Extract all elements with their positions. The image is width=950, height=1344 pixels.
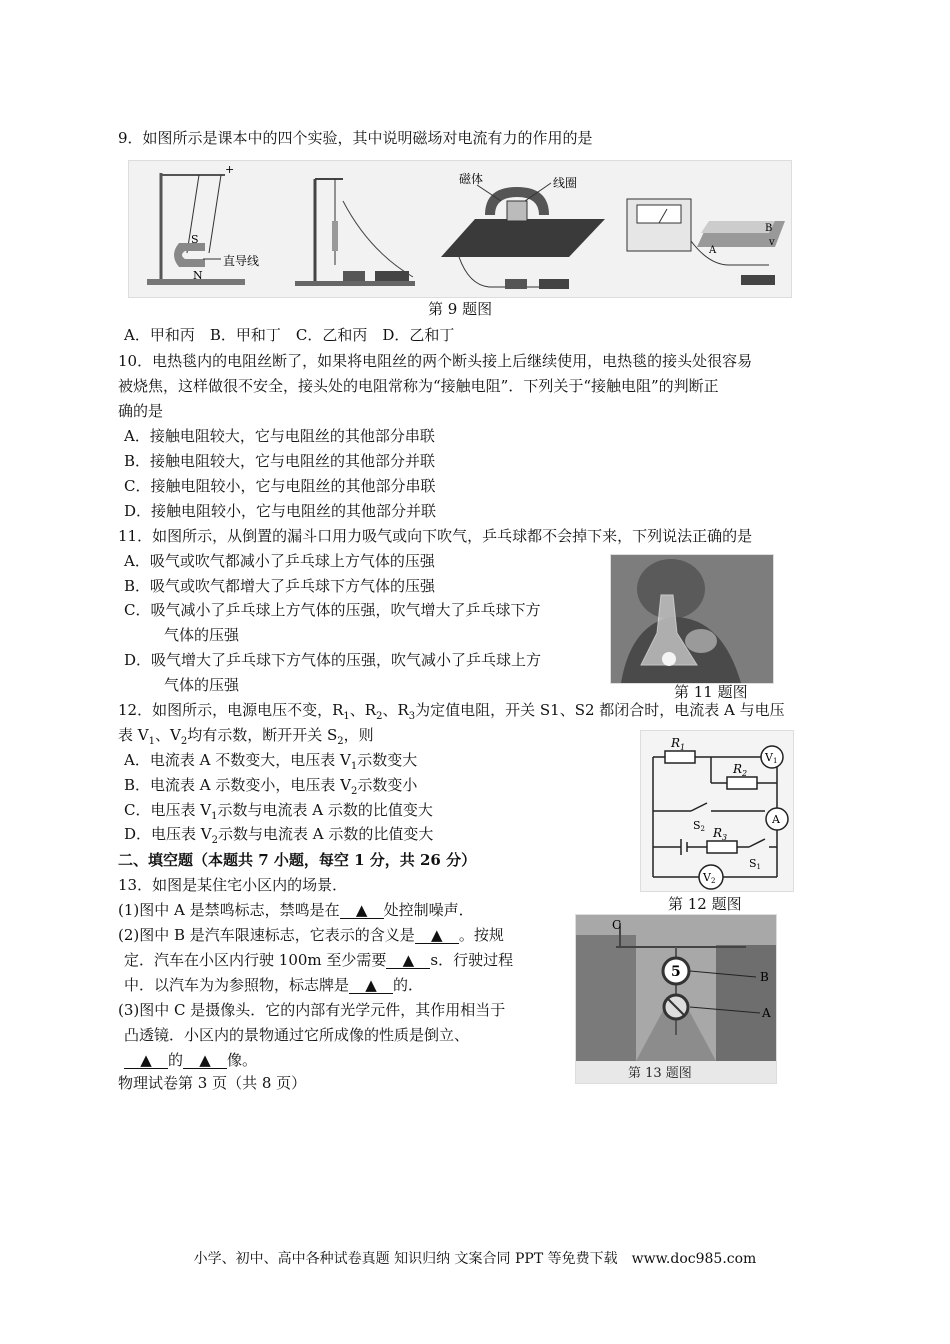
q9-label-b: B: [765, 223, 773, 234]
q13-stem: 13．如图是某住宅小区内的场景．: [118, 876, 348, 894]
q11-option-c: C．吸气减小了乒乓球上方气体的压强，吹气增大了乒乓球下方: [124, 601, 541, 619]
q13-street-photo: [576, 915, 776, 1083]
q9-label-s: S: [191, 233, 199, 246]
footer-text: 小学、初中、高中各种试卷真题 知识归纳 文案合同 PPT 等免费下载 www.doc985.com: [193, 1251, 757, 1267]
q10-stem-line2: 被烧焦，这样做很不安全，接头处的电阻常称为“接触电阻”．下列关于“接触电阻”的判断正: [118, 377, 719, 395]
q13-part1: (1)图中 A 是禁鸣标志，禁鸣是在 ▲ 处控制噪声．: [118, 901, 474, 919]
q9-label-wire: 直导线: [223, 254, 260, 268]
q13-part2-line2: 定．汽车在小区内行驶 100m 至少需要 ▲ s．行驶过程: [124, 951, 514, 969]
q10-stem-line1: 10．电热毯内的电阻丝断了，如果将电阻丝的两个断头接上后继续使用，电热毯的接头处很容易: [118, 352, 753, 370]
q12-label-a: A: [772, 813, 780, 826]
q11-option-a: A．吸气或吹气都减小了乒乓球上方气体的压强: [124, 552, 435, 570]
q12-circuit-svg: [641, 731, 793, 891]
q12-circuit-figure: [640, 730, 794, 892]
q9-figure: [128, 160, 792, 298]
q10-option-b: B．接触电阻较大，它与电阻丝的其他部分并联: [124, 452, 436, 470]
q9-label-coil: 线圈: [553, 176, 578, 190]
q12-caption: 第 12 题图: [668, 895, 742, 913]
q12-label-r3: $R_3$: [713, 826, 728, 842]
q13-part3-line3: ▲ 的 ▲ 像。: [124, 1050, 257, 1070]
q9-plus-sign: +: [225, 163, 235, 176]
q11-caption: 第 11 题图: [674, 683, 748, 701]
q12-stem-line2: 表 $V_1$、$V_2$均有示数，断开开关 $S_2$，则: [118, 726, 374, 747]
q11-funnel-photo: [611, 555, 773, 683]
q10-option-d: D．接触电阻较小，它与电阻丝的其他部分并联: [124, 502, 437, 520]
q11-option-b: B．吸气或吹气都增大了乒乓球下方气体的压强: [124, 577, 436, 595]
q9-label-magnet: 磁体: [459, 172, 484, 186]
q12-option-c: C．电压表 $V_1$示数与电流表 A 示数的比值变大: [124, 801, 433, 822]
q12-label-v1: V1: [765, 751, 778, 765]
q10-option-c: C．接触电阻较小，它与电阻丝的其他部分串联: [124, 477, 436, 495]
section2-heading: 二、填空题（本题共 7 小题，每空 1 分，共 26 分）: [118, 851, 477, 869]
q13-blank-4[interactable]: ▲: [349, 977, 393, 994]
q12-label-r2: $R_2$: [733, 762, 748, 778]
q11-option-c-cont: 气体的压强: [164, 626, 240, 644]
q12-label-s1: S1: [749, 857, 762, 871]
q13-blank-3[interactable]: ▲: [386, 952, 430, 969]
q9-experiments-svg: [129, 161, 791, 297]
q12-option-d: D．电压表 $V_2$示数与电流表 A 示数的比值变大: [124, 825, 434, 846]
q13-blank-2[interactable]: ▲: [415, 927, 459, 944]
q10-option-a: A．接触电阻较大，它与电阻丝的其他部分串联: [124, 427, 435, 445]
q13-part2: (2)图中 B 是汽车限速标志，它表示的含义是 ▲ 。按规: [118, 926, 504, 944]
q13-blank-1[interactable]: ▲: [340, 902, 384, 919]
q13-blank-5[interactable]: ▲: [124, 1052, 168, 1069]
q11-option-d: D．吸气增大了乒乓球下方气体的压强，吹气减小了乒乓球上方: [124, 651, 542, 669]
q9-caption: 第 9 题图: [428, 300, 493, 318]
q11-figure: [610, 554, 774, 684]
q13-label-c: C: [612, 918, 622, 932]
q13-part3-line1: (3)图中 C 是摄像头．它的内部有光学元件，其作用相当于: [118, 1001, 506, 1019]
q11-stem: 11．如图所示，从倒置的漏斗口用力吸气或向下吹气，乒乓球都不会掉下来，下列说法正确的是: [118, 527, 753, 545]
q12-label-s2: S2: [693, 819, 706, 833]
q12-label-r1: $R_1$: [671, 736, 686, 752]
q13-label-b: B: [760, 970, 769, 984]
q12-option-a: A．电流表 A 不数变大，电压表 $V_1$示数变大: [124, 751, 418, 772]
page-number: 物理试卷第 3 页（共 8 页）: [118, 1074, 307, 1092]
q9-stem: 9．如图所示是课本中的四个实验，其中说明磁场对电流有力的作用的是: [118, 129, 593, 147]
q13-figure: [575, 914, 777, 1084]
q12-option-b: B．电流表 A 示数变小，电压表 $V_2$示数变小: [124, 776, 418, 797]
q13-caption: 第 13 题图: [628, 1066, 692, 1081]
q9-label-v: v: [769, 237, 775, 248]
q9-label-n: N: [193, 269, 203, 282]
q10-stem-line3: 确的是: [118, 402, 164, 420]
q13-sign-speed: 5: [671, 964, 681, 980]
q13-blank-6[interactable]: ▲: [183, 1052, 227, 1069]
q13-label-a: A: [762, 1006, 771, 1020]
q9-options: A．甲和丙 B．甲和丁 C．乙和丙 D．乙和丁: [124, 326, 455, 344]
q13-part2-line3: 中．以汽车为为参照物，标志牌是 ▲ 的．: [124, 976, 424, 994]
q12-stem-line1: 12．如图所示，电源电压不变，$R_1$、$R_2$、$R_3$为定值电阻，开关 S1、S2 都闭合时，电流表 A 与电压: [118, 701, 785, 722]
q11-option-d-cont: 气体的压强: [164, 676, 240, 694]
q12-label-v2: V2: [703, 871, 716, 885]
q13-part3-line2: 凸透镜．小区内的景物通过它所成像的性质是倒立、: [124, 1026, 470, 1044]
q9-label-a: A: [709, 245, 717, 256]
